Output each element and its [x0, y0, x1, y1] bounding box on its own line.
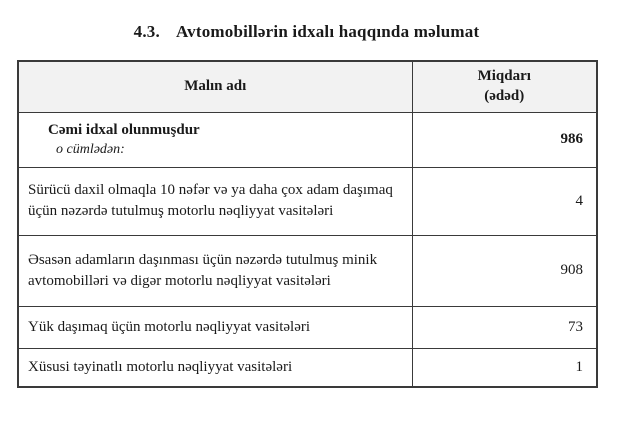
section-number: 4.3. [133, 22, 160, 41]
header-row [18, 61, 597, 112]
table-row [18, 235, 597, 306]
table-row [18, 306, 597, 348]
table-body [18, 112, 597, 387]
table-row [18, 348, 597, 387]
item-label: Xüsusi təyinatlı motorlu nəqliyyat vasitələri [28, 358, 293, 375]
item-sublabel: o cümlədən: [56, 142, 125, 158]
item-value-cell: 4 [412, 167, 597, 235]
column-header-quantity-line1: Miqdarı [477, 68, 531, 85]
item-name-cell [18, 167, 412, 235]
column-header-name: Malın adı [18, 61, 412, 112]
table-row [18, 167, 597, 235]
item-name-cell [18, 112, 412, 167]
item-label: Yük daşımaq üçün motorlu nəqliyyat vasitələri [28, 318, 311, 335]
item-label: Cəmi idxal olunmuşdur [48, 121, 200, 138]
item-name-cell [18, 235, 412, 306]
item-name-cell [18, 348, 412, 387]
item-value-cell: 908 [412, 235, 597, 306]
item-value-cell: 986 [412, 112, 597, 167]
section-title [17, 22, 596, 42]
column-header-quantity [412, 61, 597, 112]
column-header-quantity-line2: (ədəd) [484, 87, 525, 104]
item-value-cell: 1 [412, 348, 597, 387]
item-label: Sürücü daxil olmaqla 10 nəfər və ya daha çox adam daşımaq üçün nəzərdə tutulmuş motorlu nəqliyyat vasitələri [28, 182, 393, 219]
item-name-cell [18, 306, 412, 348]
section-title-text: Avtomobillərin idxalı haqqında məlumat [175, 22, 480, 41]
import-table [17, 60, 598, 388]
table-row [18, 112, 597, 167]
table-header [18, 61, 597, 112]
item-label: Əsasən adamların daşınması üçün nəzərdə tutulmuş minik avtomobilləri və digər motorlu nəqliyyat vasitələri [28, 251, 378, 289]
item-value-cell: 73 [412, 306, 597, 348]
